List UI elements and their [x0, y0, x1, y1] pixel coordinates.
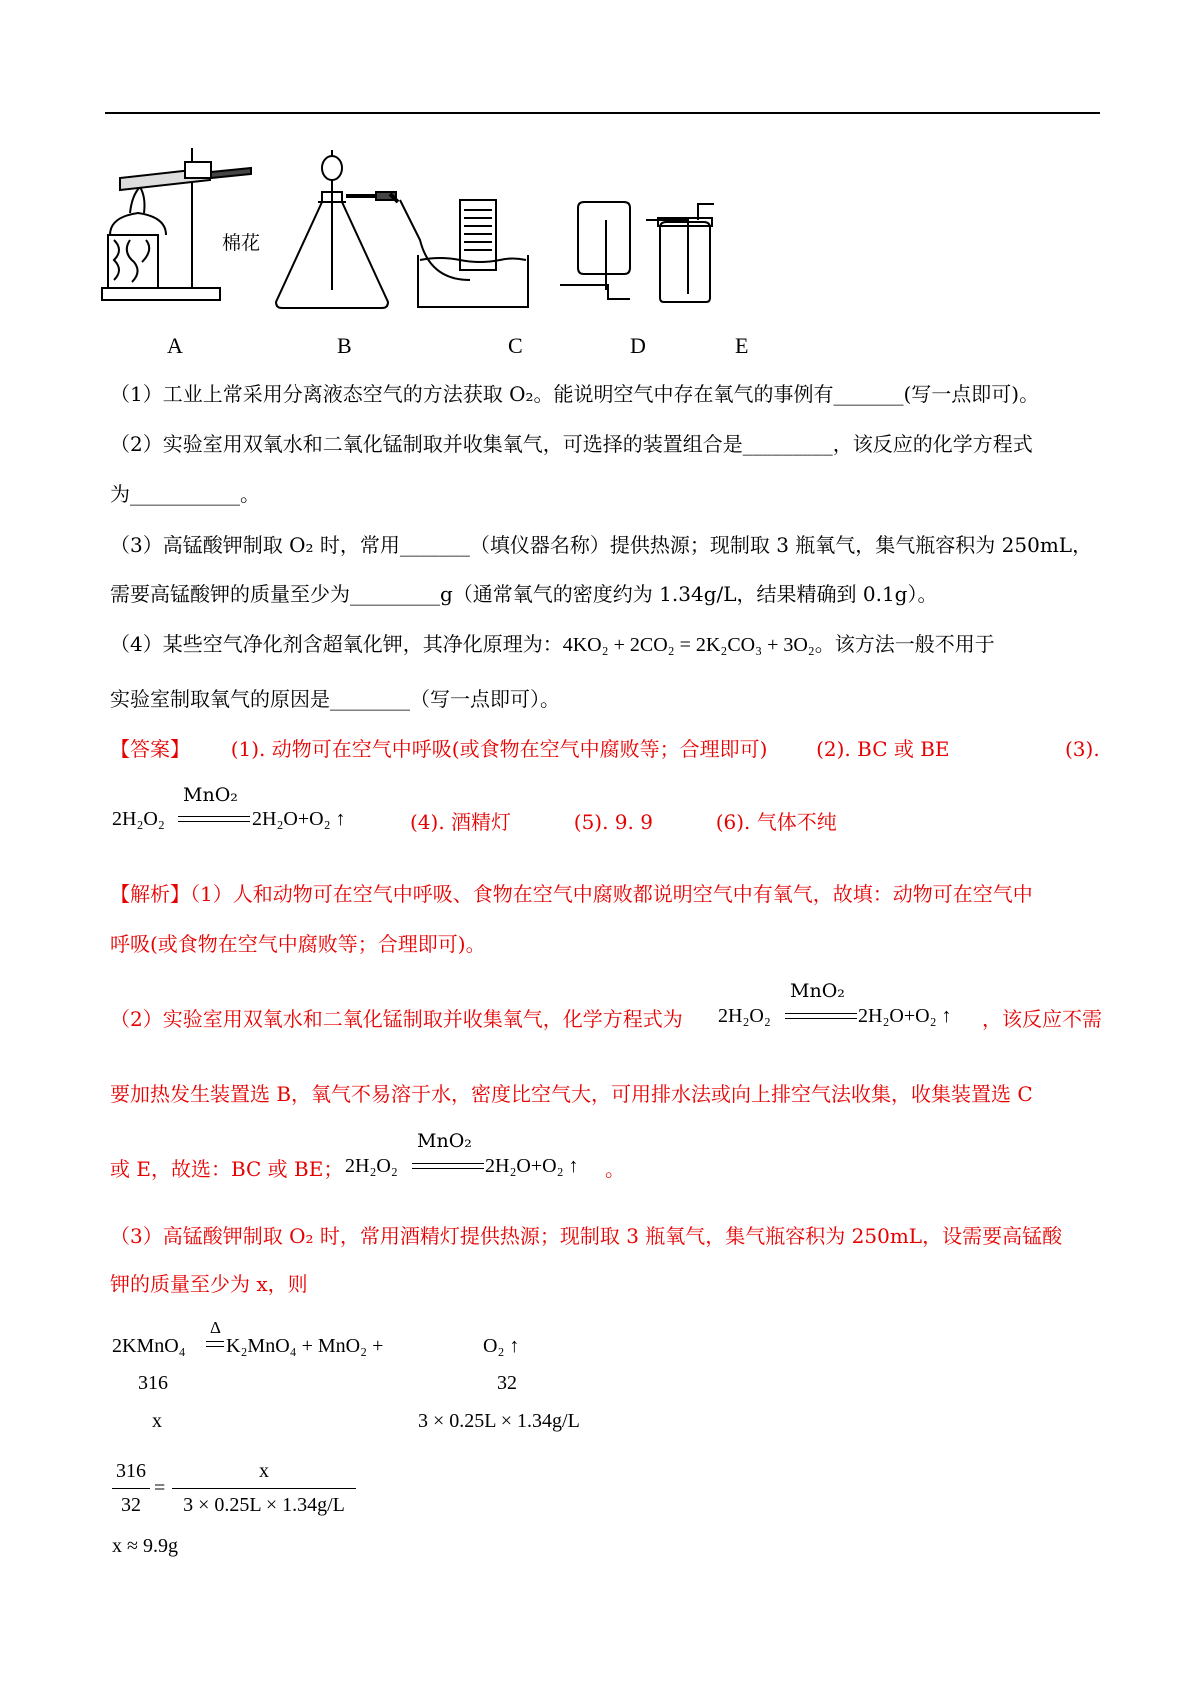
question-3-line-1: （3）高锰酸钾制取 O₂ 时，常用_______（填仪器名称）提供热源；现制取 3 瓶氧气，集气瓶容积为 250mL，: [110, 533, 1093, 557]
calc-ratio-left-bar: [112, 1488, 150, 1489]
apparatus-figure: [100, 140, 800, 330]
calc-var-x: x: [152, 1410, 162, 1432]
answer-eq-double-line: [178, 816, 250, 822]
answer-6: (6). 气体不纯: [715, 810, 837, 834]
analysis-2b-eq-catalyst: MnO₂: [417, 1130, 472, 1152]
apparatus-a-icon: [102, 148, 251, 300]
calc-reaction-condition: Δ: [210, 1318, 221, 1337]
header-rule: [105, 112, 1100, 114]
question-4-line-1: [110, 630, 995, 659]
question-2-line-1: （2）实验室用双氧水和二氧化锰制取并收集氧气，可选择的装置组合是_________，该反应的化学方程式: [110, 432, 1033, 456]
apparatus-d-icon: [560, 202, 630, 299]
calc-result: x ≈ 9.9g: [112, 1535, 178, 1557]
answer-4: (4). 酒精灯: [410, 810, 512, 834]
answer-eq-catalyst: MnO₂: [183, 784, 238, 806]
apparatus-label-c: C: [508, 333, 523, 358]
apparatus-label-e: E: [735, 333, 749, 358]
question-4-line-2: 实验室制取氧气的原因是________（写一点即可）。: [110, 687, 560, 711]
apparatus-c-icon: [390, 194, 528, 307]
apparatus-label-d: D: [630, 333, 646, 358]
question-3-line-2: 需要高锰酸钾的质量至少为_________g（通常氧气的密度约为 1.34g/L，结果精确到 0.1g）。: [110, 582, 938, 606]
calc-mass-kmno4: 316: [138, 1372, 168, 1394]
answer-eq-left: 2H₂O₂: [112, 808, 165, 830]
analysis-2-line-3-prefix: 或 E，故选：BC 或 BE；: [110, 1157, 344, 1181]
answer-line: [110, 735, 950, 763]
analysis-2-line-3-suffix: 。: [605, 1157, 625, 1181]
answer-2: (2). BC 或 BE: [816, 737, 950, 761]
answer-1: (1). 动物可在空气中呼吸(或食物在空气中腐败等；合理即可): [230, 737, 768, 761]
calc-reaction-left: 2KMnO₄: [112, 1335, 186, 1357]
answer-label: 【答案】: [110, 737, 190, 761]
calc-ratio-right-num: x: [259, 1460, 269, 1482]
calc-reaction-double-line: [206, 1341, 224, 1347]
analysis-2-eq-left: 2H₂O₂: [718, 1005, 771, 1027]
apparatus-label-a: A: [167, 333, 183, 358]
analysis-2-eq-double-line: [785, 1013, 857, 1019]
analysis-1-text: （1）人和动物可在空气中呼吸、食物在空气中腐败都说明空气中有氧气，故填：动物可在空气中: [190, 882, 1033, 906]
answer-5: (5). 9. 9: [573, 810, 653, 834]
analysis-3-line-2: 钾的质量至少为 x，则: [110, 1272, 308, 1296]
calc-ratio-left-den: 32: [121, 1494, 141, 1516]
analysis-2-eq-catalyst: MnO₂: [790, 980, 845, 1002]
analysis-1-line-2: 呼吸(或食物在空气中腐败等；合理即可)。: [110, 932, 486, 956]
analysis-2-line-1-suffix: ，该反应不需: [982, 1007, 1102, 1031]
analysis-2-line-1-prefix: （2）实验室用双氧水和二氧化锰制取并收集氧气，化学方程式为: [110, 1007, 683, 1031]
calc-product-o2: O₂ ↑: [483, 1335, 520, 1357]
analysis-3-line-1: （3）高锰酸钾制取 O₂ 时，常用酒精灯提供热源；现制取 3 瓶氧气，集气瓶容积为 250mL，设需要高锰酸: [110, 1224, 1063, 1248]
analysis-2b-eq-left: 2H₂O₂: [345, 1155, 398, 1177]
calc-reaction-right: K₂MnO₄ + MnO₂ +: [226, 1335, 384, 1357]
cotton-label: 棉花: [222, 232, 261, 254]
analysis-2b-eq-right: 2H₂O+O₂ ↑: [485, 1155, 579, 1177]
analysis-2-line-2: 要加热发生装置选 B，氧气不易溶于水，密度比空气大，可用排水法或向上排空气法收集，收集装置选 C: [110, 1082, 1033, 1106]
question-4-suffix: 。该方法一般不用于: [814, 632, 995, 656]
answer-row-2: [410, 808, 837, 836]
answer-eq-right: 2H₂O+O₂ ↑: [252, 808, 346, 830]
analysis-2b-eq-double-line: [412, 1163, 484, 1169]
calc-ratio-left-num: 316: [116, 1460, 146, 1482]
answer-3-label: (3).: [1065, 737, 1100, 761]
apparatus-label-b: B: [337, 333, 352, 358]
analysis-label: 【解析】: [110, 882, 190, 906]
apparatus-b-icon: [276, 150, 396, 308]
question-1: （1）工业上常采用分离液态空气的方法获取 O₂。能说明空气中存在氧气的事例有_______(写一点即可)。: [110, 382, 1040, 406]
analysis-1-line-1: [110, 880, 1033, 908]
analysis-2-eq-right: 2H₂O+O₂ ↑: [858, 1005, 952, 1027]
question-2-line-2: 为___________。: [110, 482, 260, 506]
calc-ratio-equals: =: [154, 1477, 166, 1499]
calc-ratio-right-bar: [172, 1488, 356, 1489]
calc-mass-o2: 32: [497, 1372, 517, 1394]
calc-o2-mass-expr: 3 × 0.25L × 1.34g/L: [418, 1410, 580, 1432]
question-4-equation: 4KO₂ + 2CO₂ = 2K₂CO₃ + 3O₂: [562, 634, 815, 656]
question-4-prefix: （4）某些空气净化剂含超氧化钾，其净化原理为：: [110, 632, 563, 656]
apparatus-e-icon: [646, 204, 714, 302]
calc-ratio-right-den: 3 × 0.25L × 1.34g/L: [183, 1494, 345, 1516]
